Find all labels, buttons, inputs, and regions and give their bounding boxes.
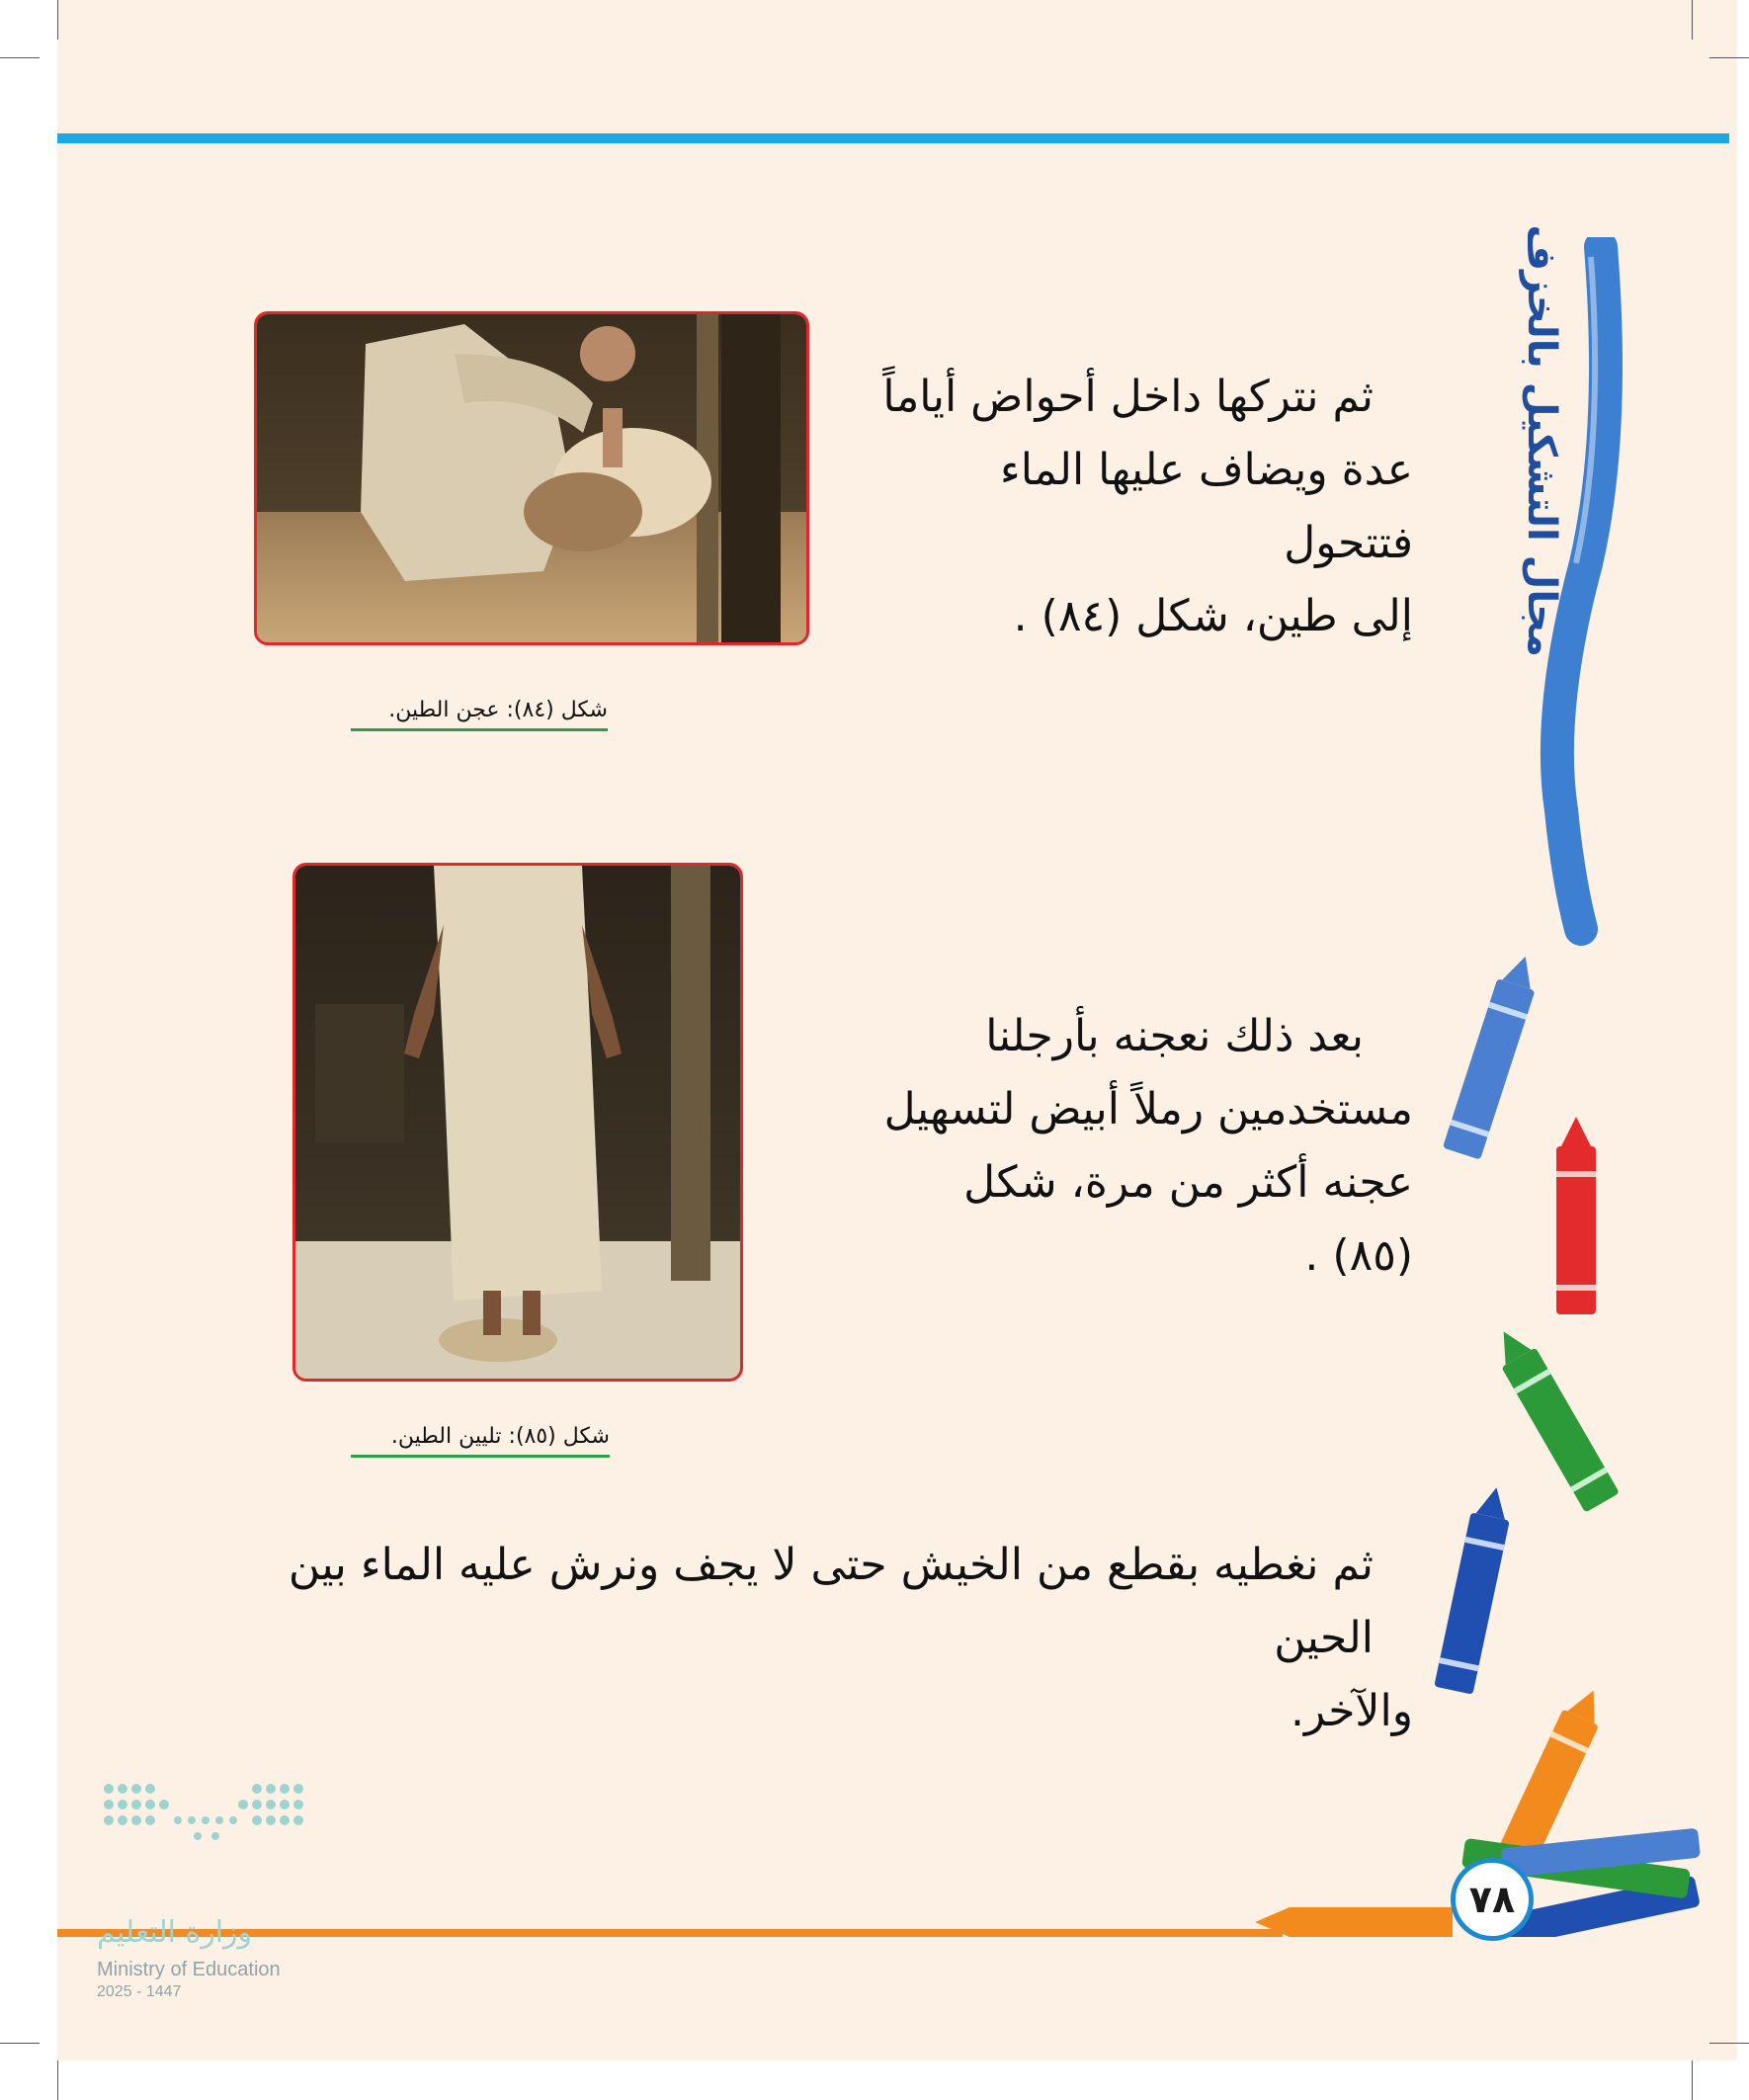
- softening-clay-image: [295, 866, 740, 1379]
- crop-mark: [57, 2060, 58, 2100]
- paragraph-line: بعد ذلك نعجنه بأرجلنا: [985, 1011, 1364, 1061]
- crop-mark: [1709, 57, 1749, 58]
- paragraph-line: ثم نتركها داخل أحواض أياماً: [882, 372, 1374, 422]
- paragraph-line: إلى طين، شكل (٨٤) .: [1013, 591, 1413, 641]
- ministry-logo-english: Ministry of Education: [97, 1959, 281, 1980]
- paragraph-line: عدة ويضاف عليها الماء فتتحول: [1000, 445, 1413, 568]
- figure-84-caption: شكل (٨٤): عجن الطين.: [351, 698, 608, 731]
- paragraph-2: [870, 1000, 1413, 1293]
- crop-mark: [0, 2043, 40, 2044]
- kneading-clay-image: [257, 314, 806, 642]
- ministry-logo-arabic: وزارة التعليم: [97, 1915, 253, 1950]
- orange-crayon-tip: [1255, 1897, 1453, 1947]
- ministry-logo-year: 2025 - 1447: [97, 1983, 182, 2000]
- paragraph-1: [860, 361, 1413, 653]
- crop-mark: [1692, 0, 1693, 40]
- ministry-logo-dots: [99, 1779, 316, 1917]
- paragraph-line: مستخدمين رملاً أبيض لتسهيل: [883, 1084, 1413, 1134]
- crop-mark: [0, 57, 40, 58]
- crop-mark: [1709, 2043, 1749, 2044]
- header-rule: [57, 133, 1729, 143]
- crayons-decoration: [1423, 949, 1719, 1937]
- figure-85-photo: [292, 863, 743, 1382]
- paragraph-line: عجنه أكثر من مرة، شكل (٨٥) .: [963, 1157, 1413, 1281]
- figure-85-caption: شكل (٨٥): تليين الطين.: [351, 1424, 610, 1458]
- section-title-vertical: [1502, 224, 1571, 657]
- crop-mark: [57, 0, 58, 40]
- paragraph-3: [287, 1529, 1413, 1748]
- section-title-text: مجال التشكيل بالخزف: [1519, 224, 1564, 657]
- page-number: ٧٨: [1451, 1858, 1534, 1941]
- figure-84-photo: [254, 311, 809, 645]
- crop-mark: [1692, 2060, 1693, 2100]
- paragraph-line: ثم نغطيه بقطع من الخيش حتى لا يجف ونرش عليه الماء بين الحين: [288, 1540, 1374, 1663]
- paragraph-line: والآخر.: [1290, 1686, 1413, 1736]
